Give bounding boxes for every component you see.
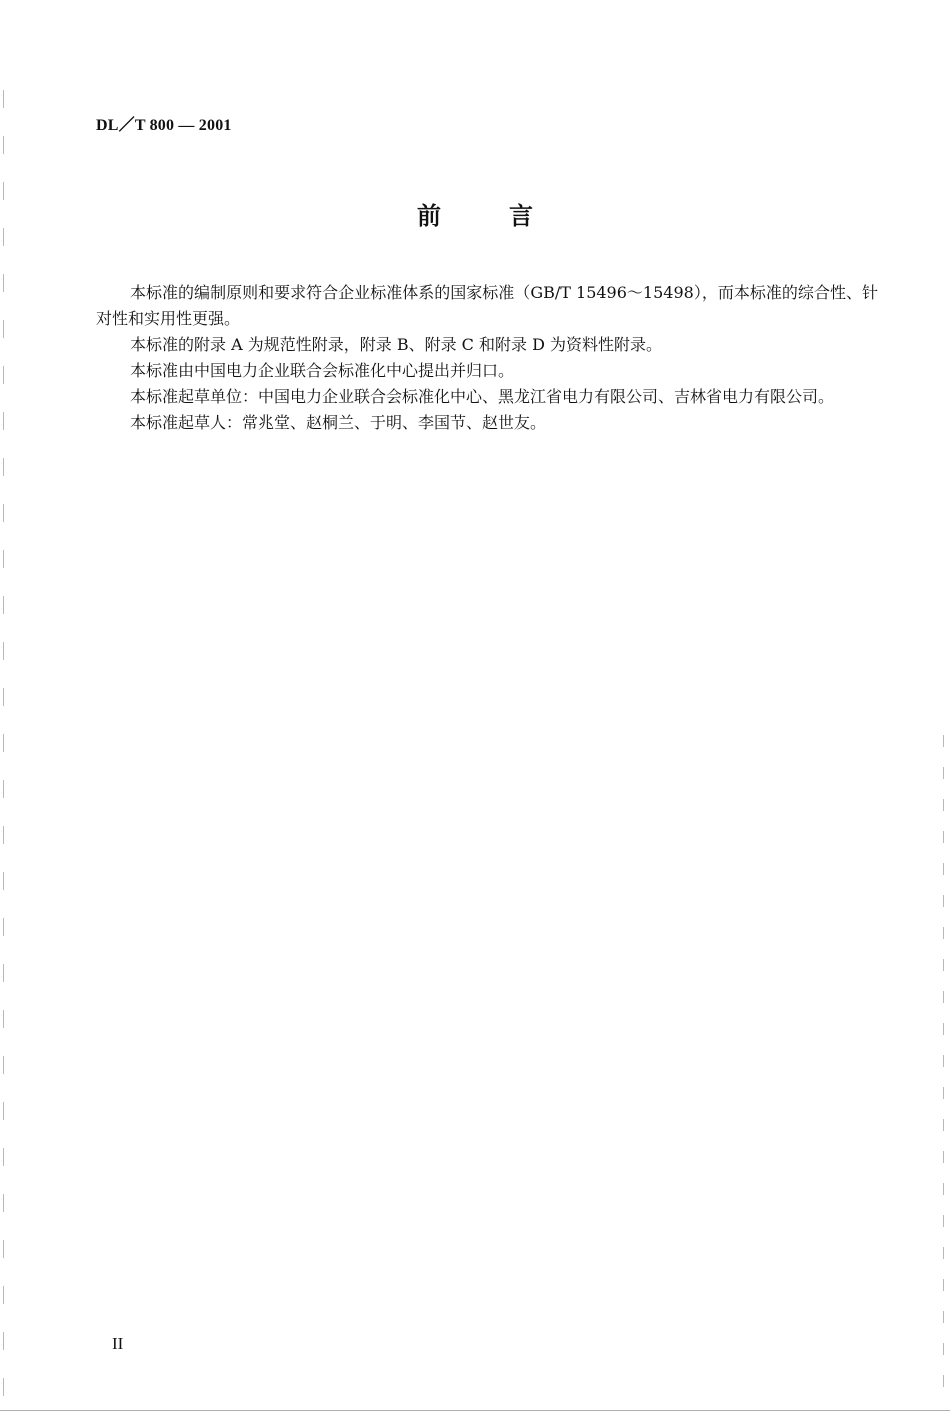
paragraph-appendices: 本标准的附录 A 为规范性附录，附录 B、附录 C 和附录 D 为资料性附录。 [130,335,662,354]
scan-edge-left [3,90,4,1410]
paragraph-drafters: 本标准起草人：常兆堂、赵桐兰、于明、李国节、赵世友。 [130,413,547,432]
document-code: DL／T 800 — 2001 [96,117,232,134]
page-title: 前言 [417,202,601,230]
page-number: II [112,1334,124,1353]
preface-body [96,280,878,436]
paragraph-compliance: 本标准的编制原则和要求符合企业标准体系的国家标准（GB/T 15496～15498），而本标准的综合性、针对性和实用性更强。 [96,283,878,328]
paragraph-proposer: 本标准由中国电力企业联合会标准化中心提出并归口。 [130,361,515,380]
paragraph-drafting-units: 本标准起草单位：中国电力企业联合会标准化中心、黑龙江省电力有限公司、吉林省电力有限公司。 [130,387,835,406]
scan-edge-bottom [0,1410,950,1411]
scan-edge-right [943,735,944,1405]
